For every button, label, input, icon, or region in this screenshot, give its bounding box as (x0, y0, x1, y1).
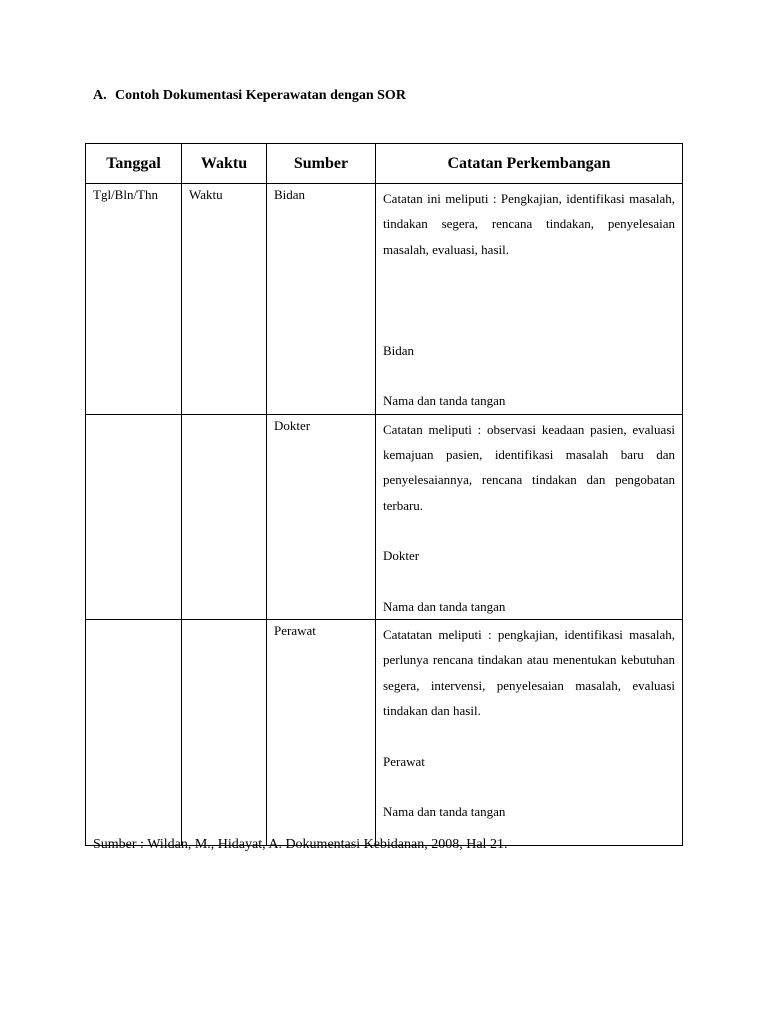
note-text: Catatan ini meliputi : Pengkajian, identifikasi masalah, tindakan segera, rencana tindakan, penyelesaian masalah, evaluasi, hasil. (383, 191, 675, 257)
cell-waktu (182, 620, 267, 846)
cell-sumber: Dokter (267, 414, 376, 619)
header-tanggal: Tanggal (86, 144, 182, 184)
note-role: Perawat (383, 753, 425, 769)
cell-sumber: Bidan (267, 184, 376, 415)
note-role: Bidan (383, 342, 415, 358)
cell-tanggal (86, 414, 182, 619)
note-text: Catatan meliputi : observasi keadaan pasien, evaluasi kemajuan pasien, identifikasi masalah baru dan penyelesaiannya, rencana tindakan dan pengobatan terbaru. (383, 421, 675, 513)
source-caption: Sumber : Wildan, M., Hidayat, A. Dokumentasi Kebidanan, 2008, Hal 21. (93, 837, 508, 852)
header-waktu: Waktu (182, 144, 267, 184)
section-marker: A. (93, 88, 107, 103)
cell-catatan (376, 620, 683, 846)
table-header-row (86, 144, 683, 184)
table-row (86, 184, 683, 415)
cell-tanggal: Tgl/Bln/Thn (86, 184, 182, 415)
cell-catatan (376, 184, 683, 415)
cell-waktu: Waktu (182, 184, 267, 415)
sor-documentation-table (85, 143, 683, 846)
cell-tanggal (86, 620, 182, 846)
note-text: Catatatan meliputi : pengkajian, identifikasi masalah, perlunya rencana tindakan atau menentukan kebutuhan segera, intervensi, penyelesaian masalah, evaluasi tindakan dan hasil. (383, 627, 675, 718)
header-catatan: Catatan Perkembangan (376, 144, 683, 184)
header-sumber: Sumber (267, 144, 376, 184)
section-heading (93, 88, 406, 104)
cell-catatan (376, 414, 683, 619)
section-title: Contoh Dokumentasi Keperawatan dengan SOR (115, 88, 406, 103)
cell-sumber: Perawat (267, 620, 376, 846)
cell-waktu (182, 414, 267, 619)
note-signature: Nama dan tanda tangan (383, 598, 506, 614)
table-row (86, 414, 683, 619)
note-signature: Nama dan tanda tangan (383, 393, 506, 409)
note-signature: Nama dan tanda tangan (383, 804, 506, 820)
note-role: Dokter (383, 548, 420, 564)
table-row (86, 620, 683, 846)
